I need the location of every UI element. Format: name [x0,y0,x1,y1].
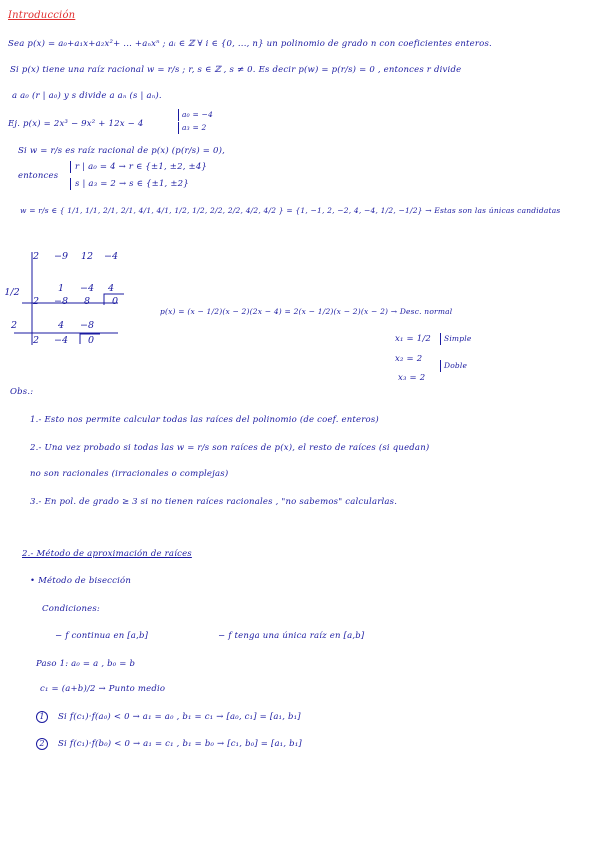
rule-2-number: 2 [36,738,48,750]
s-divisors: s | a₃ = 2 → s ∈ {±1, ±2} [70,178,189,190]
r0-c3: −4 [103,251,118,262]
r3-c1: 4 [57,320,65,331]
root-x1-tag: Simple [440,333,472,345]
root-x23-tag: Doble [440,360,467,372]
condition-continuous: − f continua en [a,b] [55,631,149,641]
step-1: Paso 1: a₀ = a , b₀ = b [36,659,136,669]
r4-c2: 0 [87,335,95,346]
root-x3: x₃ = 2 [398,373,426,383]
r2-c3: 0 [111,296,119,307]
obs-1: 1.- Esto nos permite calcular todas las raíces del polinomio (de coef. enteros) [30,415,379,425]
rule-2 [36,738,302,750]
obs-2: 2.- Una vez probado si todas las w = r/s son raíces de p(x), el resto de raíces (si quedan) [30,443,430,453]
rule-1-number: 1 [36,711,48,723]
r4-c1: −4 [53,335,68,346]
r-divisors: r | a₀ = 4 → r ∈ {±1, ±2, ±4} [70,161,207,173]
r2-c1: −8 [53,296,68,307]
obs-2-cont: no son racionales (irracionales o complejas) [30,469,229,479]
entonces-label: entonces [18,171,59,181]
example-a0: a₀ = −4 [178,109,213,121]
theorem-line-2: a a₀ (r | a₀) y s divide a aₙ (s | aₙ). [12,91,162,101]
root-x1: x₁ = 1/2 [395,334,432,344]
rule-1 [36,711,301,723]
conditions-label: Condiciones: [42,604,100,614]
r0-c2: 12 [80,251,94,262]
definition-line: Sea p(x) = a₀+a₁x+a₂x²+ ... +aₙxⁿ ; aᵢ ∈ ℤ ∀ i ∈ {0, ..., n} un polinomio de grado n con coeficientes enteros. [8,39,492,49]
candidates-line: w = r/s ∈ { 1/1, 1/1, 2/1, 2/1, 4/1, 4/1, 1/2, 1/2, 2/2, 2/2, 4/2, 4/2 } = {1, −1, 2, −2, 4, −4, 1/2, −1/2} → Estas son las únicas candidatas [20,206,561,215]
example-a3: a₃ = 2 [178,122,207,134]
rational-root-line: Si w = r/s es raíz racional de p(x) (p(r/s) = 0), [18,146,226,156]
r1-c3: 4 [107,283,115,294]
obs-3: 3.- En pol. de grado ≥ 3 si no tienen raíces racionales , "no sabemos" calcularlas. [30,497,398,507]
r1-c1: 1 [57,283,65,294]
r2-c0: 2 [32,296,40,307]
r3-c2: −8 [79,320,94,331]
divisor-two: 2 [10,320,18,331]
r0-c0: 2 [32,251,40,262]
example-polynomial: Ej. p(x) = 2x³ − 9x² + 12x − 4 [8,119,144,129]
root-x2: x₂ = 2 [395,354,423,364]
condition-unique-root: − f tenga una única raíz en [a,b] [218,631,365,641]
r2-c2: 8 [83,296,91,307]
section-2-heading: 2.- Método de aproximación de raíces [22,549,192,559]
divisor-half: 1/2 [4,287,20,298]
midpoint-formula: c₁ = (a+b)/2 → Punto medio [40,684,166,694]
rule-2-text: Si f(c₁)·f(b₀) < 0 → a₁ = c₁ , b₁ = b₀ → [c₁, b₀] = [a₁, b₁] [58,739,302,749]
factorization-line: p(x) = (x − 1/2)(x − 2)(2x − 4) = 2(x − 1/2)(x − 2)(x − 2) → Desc. normal [160,307,453,316]
obs-heading: Obs.: [10,387,34,397]
r1-c2: −4 [79,283,94,294]
section-title: Introducción [8,10,76,21]
r0-c1: −9 [53,251,68,262]
r4-c0: 2 [32,335,40,346]
bisection-heading: • Método de bisección [30,576,131,586]
rule-1-text: Si f(c₁)·f(a₀) < 0 → a₁ = a₀ , b₁ = c₁ → [a₀, c₁] = [a₁, b₁] [58,712,301,722]
theorem-line-1: Si p(x) tiene una raíz racional w = r/s ; r, s ∈ ℤ , s ≠ 0. Es decir p(w) = p(r/s) = 0 , entonces r divide [10,65,462,75]
